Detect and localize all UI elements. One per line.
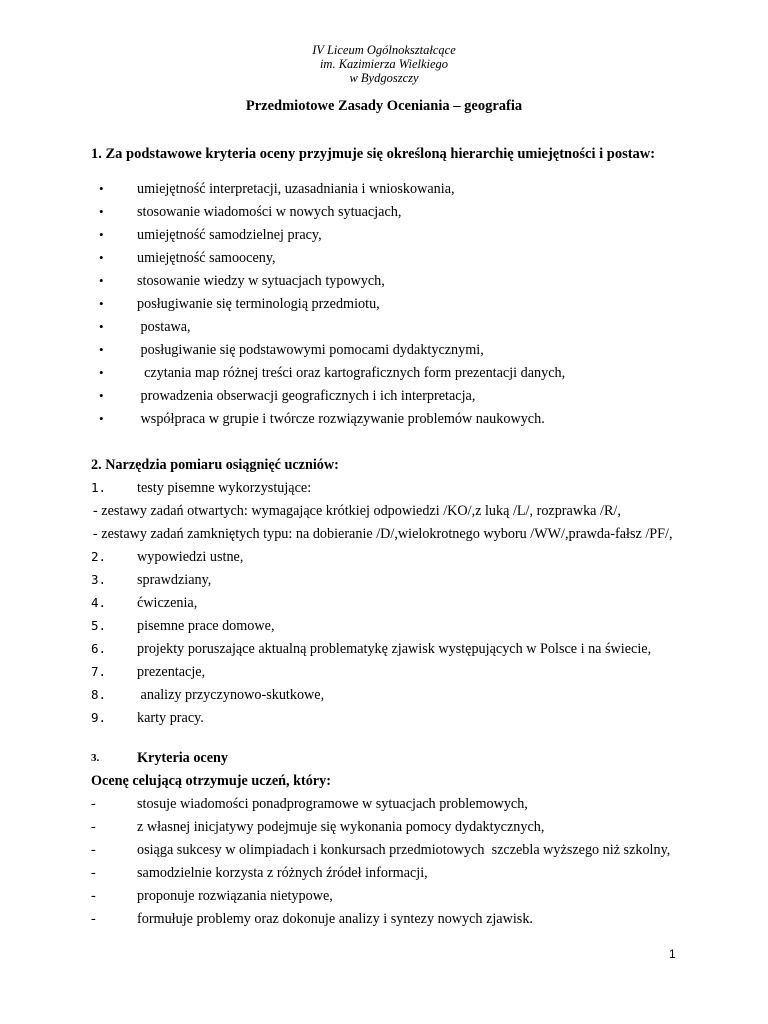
bullet-icon: • [99,250,104,265]
dash-icon: - [91,865,96,881]
page-number: 1 [669,947,676,961]
dash-icon: - [91,888,96,904]
list-number: 7. [91,664,107,679]
school-name: IV Liceum Ogólnokształcące [312,43,456,57]
school-patron: im. Kazimierza Wielkiego [319,57,449,71]
list-number: 8. [91,687,107,702]
bullet-icon: • [99,204,104,219]
bullet-icon: • [99,319,104,334]
bullet-icon: • [99,273,104,288]
school-header [0,43,768,85]
sub-item: - zestawy zadań zamkniętych typu: na dobieranie /D/,wielokrotnego wyboru /WW/,prawda-fałsz /PF/, [93,526,673,542]
document-title: Przedmiotowe Zasady Oceniania – geografia [245,98,523,114]
list-number: 3. [91,572,107,587]
dash-icon: - [91,911,96,927]
list-number: 4. [91,595,107,610]
dash-icon: - [91,842,96,858]
bullet-icon: • [99,342,104,357]
list-number: 5. [91,618,107,633]
sub-item: - zestawy zadań otwartych: wymagające krótkiej odpowiedzi /KO/,z luką /L/, rozprawka /R/, [93,503,621,519]
section-number: 3. [91,752,100,764]
dash-icon: - [91,819,96,835]
list-number: 2. [91,549,107,564]
list-number: 1. [91,480,107,495]
section2-heading: 2. Narzędzia pomiaru osiągnięć uczniów: [91,457,339,473]
bullet-icon: • [99,365,104,380]
section3-subheading: Ocenę celującą otrzymuje uczeń, który: [91,773,331,789]
bullet-icon: • [99,181,104,196]
section1-heading: 1. Za podstawowe kryteria oceny przyjmuje się określoną hierarchię umiejętności i postaw: [91,146,656,162]
bullet-icon: • [99,388,104,403]
list-number: 9. [91,710,107,725]
bullet-icon: • [99,227,104,242]
document-page: IV Liceum Ogólnokształcące im. Kazimierza Wielkiego w Bydgoszczy Przedmiotowe Zasady Oceniania – geografia 1. Za podstawowe kryteria oceny przyjmuje się określoną hierarchię umiejętności i postaw: • umiejętność interpretacji, uzasadniania i wnioskowania, • stosowanie wiadomości w nowych sytuacjach, • umiejętność samodzielnej pracy, • umiejętność samooceny, • stosowanie wiedzy w sytuacjach typowych, • posługiwanie się terminologią przedmiotu, • postawa, • posługiwanie się podstawowymi pomocami dydaktycznymi, • czytania map różnej treści oraz kartograficznych form prezentacji danych, • prowadzenia obserwacji geograficznych i ich interpretacja, • współpraca w grupie i twórcze rozwiązywanie problemów naukowych. 2. Narzędzia pomiaru osiągnięć uczniów: 1. testy pisemne wykorzystujące: - zestawy zadań otwartych: wymagające krótkiej odpowiedzi /KO/,z luką /L/, rozprawka /R/, - zestawy zadań zamkniętych typu: na dobieranie /D/,wielokrotnego wyboru /WW/,prawda-fałsz /PF/, 2. wypowiedzi ustne, 3. sprawdziany, 4. ćwiczenia, 5. pisemne prace domowe, 6. projekty poruszające aktualną problematykę zjawisk występujących w Polsce i na świecie, 7. prezentacje, 8. analizy przyczynowo-skutkowe, 9. karty pracy. 3. Kryteria oceny Ocenę celującą otrzymuje uczeń, który: - stosuje wiadomości ponadprogramowe w sytuacjach problemowych, - z własnej inicjatywy podejmuje się wykonania pomocy dydaktycznych, - osiąga sukcesy w olimpiadach i konkursach przedmiotowych szczebla wyższego niż szkolny, - samodzielnie korzysta z różnych źródeł informacji, - proponuje rozwiązania nietypowe, - formułuje problemy oraz dokonuje analizy i syntezy nowych zjawisk. 1 [0,0,768,1024]
list-number: 6. [91,641,107,656]
dash-icon: - [91,796,96,812]
bullet-icon: • [99,296,104,311]
school-city: w Bydgoszczy [349,71,419,85]
bullet-icon: • [99,411,104,426]
